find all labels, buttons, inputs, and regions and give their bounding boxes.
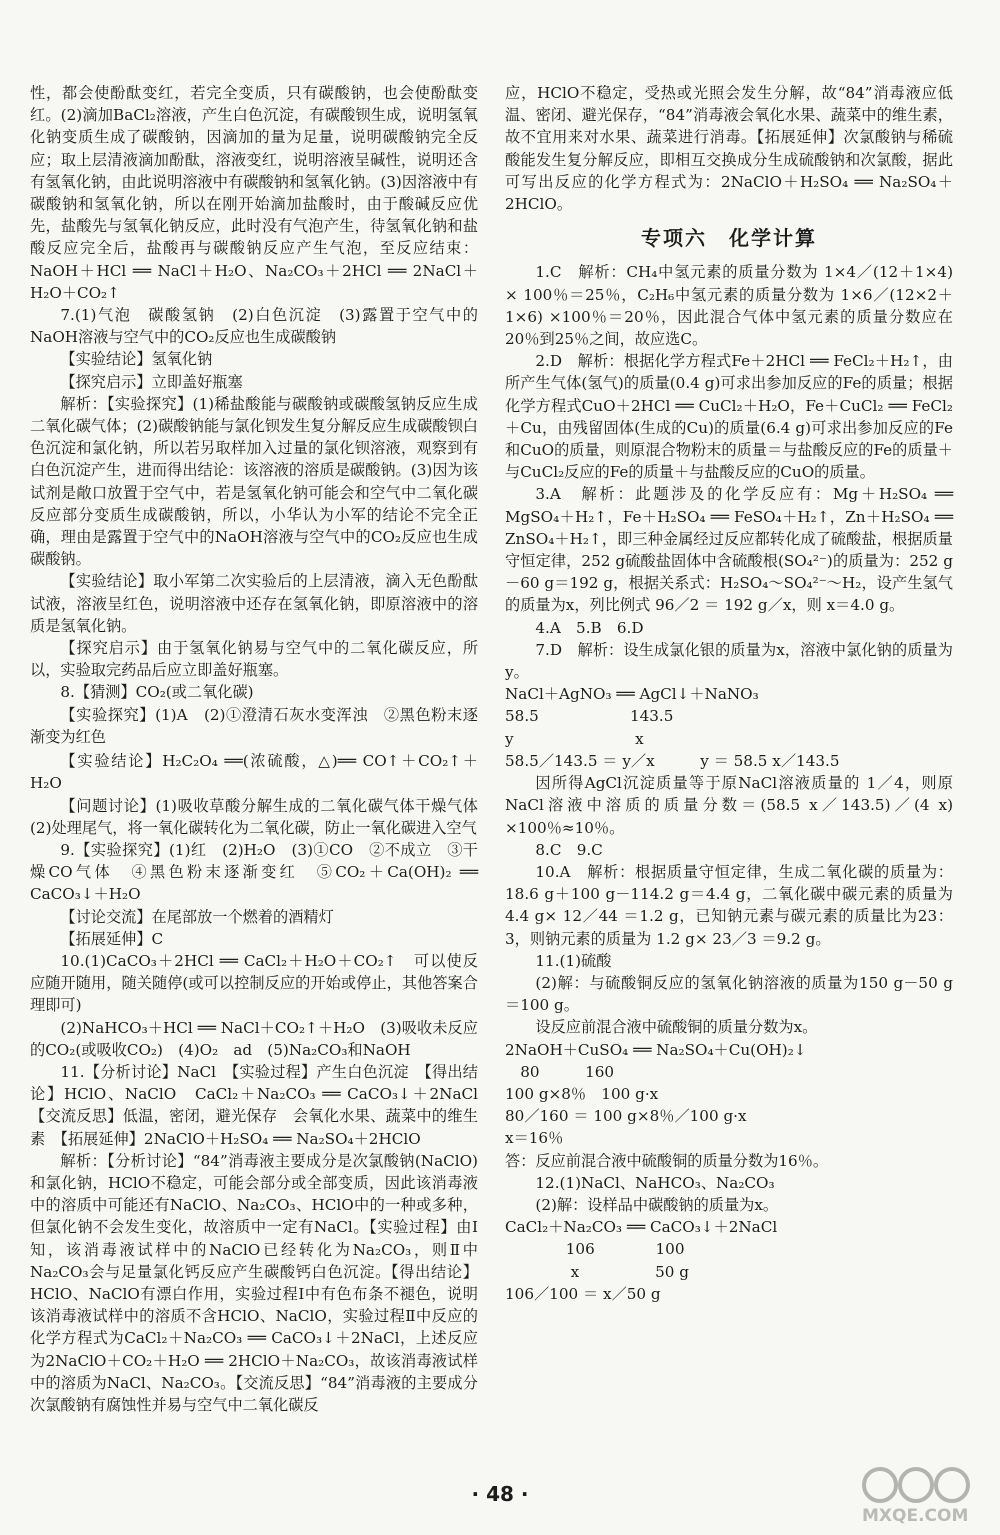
answer-paragraph: 2.D 解析：根据化学方程式Fe＋2HCl ══ FeCl₂＋H₂↑，由所产生气体(氢气)的质量(0.4 g)可求出参加反应的Fe的质量；根据化学方程式CuO＋2HCl ══ CuCl₂＋H₂O，Fe＋CuCl₂ ══ FeCl₂＋Cu，由残留固体(生成的Cu)的质量(6.4 g)可求出参加反应的Fe和CuO的质量，则原混合物粉末的质量＝与盐酸反应的Fe的质量＋与CuCl₂反应的Fe的质量＋与盐酸反应的CuO的质量。	[505, 352, 953, 482]
equation-line: 106 100	[505, 1240, 685, 1259]
equation-line: 2NaOH＋CuSO₄ ══ Na₂SO₄＋Cu(OH)₂↓	[505, 1040, 807, 1059]
left-column	[30, 82, 494, 1416]
answer-paragraph: 应，HClO不稳定，受热或光照会发生分解，故“84”消毒液应低温、密闭、避光保存，“84”消毒液会氧化水果、蔬菜中的维生素，故不宜用来对水果、蔬菜进行消毒。【拓展延伸】次氯酸钠与稀硫酸能发生复分解反应，即相互交换成分生成硫酸钠和次氯酸，据此可写出反应的化学方程式为：2NaClO＋H₂SO₄ ══ Na₂SO₄＋2HClO。	[505, 84, 953, 214]
answer-paragraph: 【探究启示】由于氢氧化钠易与空气中的二氧化碳反应，所以，实验取完药品后应立即盖好瓶塞。	[30, 639, 478, 680]
equation-line: 答：反应前混合液中硫酸铜的质量分数为16％。	[505, 1151, 829, 1170]
answer-paragraph: 【探究启示】立即盖好瓶塞	[60, 372, 243, 391]
answer-paragraph: 设反应前混合液中硫酸铜的质量分数为x。	[535, 1018, 818, 1037]
answer-paragraph: 解析：【实验探究】(1)稀盐酸能与碳酸钠或碳酸氢钠反应生成二氧化碳气体；(2)碳酸钠能与氯化钡发生复分解反应生成碳酸钡白色沉淀和氯化钠，所以若另取样加入过量的氯化钡溶液，观察到有白色沉淀产生，进而得出结论：该溶液的溶质是碳酸钠。(3)因为该试剂是敞口放置于空气中，若是氢氧化钠可能会和空气中二氧化碳反应部分变质生成碳酸钠，所以，小华认为小军的结论不完全正确，理由是露置于空气中的NaOH溶液与空气中的CO₂反应也生成碳酸钠。	[30, 394, 478, 569]
answer-paragraph: 8.【猜测】CO₂(或二氧化碳)	[60, 683, 254, 702]
answer-paragraph: 10.(1)CaCO₃＋2HCl ══ CaCl₂＋H₂O＋CO₂↑ 可以使反应随开随用，随关随停(或可以控制反应的开始或停止，其他答案合理即可)	[30, 951, 478, 1015]
page-number: · 48 ·	[471, 1482, 529, 1506]
answer-paragraph: 7.(1)气泡 碳酸氢钠 (2)白色沉淀 (3)露置于空气中的NaOH溶液与空气中的CO₂反应也生成碳酸钠	[30, 306, 478, 347]
answer-paragraph: 11.【分析讨论】NaCl 【实验过程】产生白色沉淀 【得出结论】HClO、NaClO CaCl₂＋Na₂CO₃ ══ CaCO₃↓＋2NaCl 【交流反思】低温，密闭，避光保存 会氧化水果、蔬菜中的维生素 【拓展延伸】2NaClO＋H₂SO₄ ══ Na₂SO₄＋2HClO	[30, 1062, 494, 1148]
answer-paragraph: 【实验结论】H₂C₂O₄ ══(浓硫酸，△)══ CO↑＋CO₂↑＋H₂O	[30, 752, 478, 793]
equation-line: CaCl₂＋Na₂CO₃ ══ CaCO₃↓＋2NaCl	[505, 1218, 778, 1237]
equation-line: 80／160 ＝ 100 g×8％／100 g·x	[505, 1107, 747, 1126]
equation-line: x 50 g	[505, 1262, 689, 1281]
answer-paragraph: 解析：【分析讨论】“84”消毒液主要成分是次氯酸钠(NaClO)和氯化钠，HClO不稳定，可能会部分或全部变质，因此该消毒液中的溶质中可能还有NaClO、Na₂CO₃、HClO中的一种或多种，但氯化钠不会发生变化，故溶质中一定有NaCl。【实验过程】由Ⅰ知，该消毒液试样中的NaClO已经转化为Na₂CO₃，则Ⅱ中Na₂CO₃会与足量氯化钙反应产生碳酸钙白色沉淀。【得出结论】HClO、NaClO有漂白作用，实验过程Ⅰ中有色布条不褪色，说明该消毒液试样中的溶质不含HClO、NaClO，实验过程Ⅱ中反应的化学方程式为CaCl₂＋Na₂CO₃ ══ CaCO₃↓＋2NaCl，上述反应为2NaClO＋CO₂＋H₂O ══ 2HClO＋Na₂CO₃，故该消毒液试样中的溶质为NaCl、Na₂CO₃。【交流反思】“84”消毒液的主要成分次氯酸钠有腐蚀性并易与空气中二氧化碳反	[30, 1151, 478, 1414]
answer-paragraph: (2)NaHCO₃＋HCl ══ NaCl＋CO₂↑＋H₂O (3)吸收未反应的CO₂(或吸收CO₂) (4)O₂ ad (5)Na₂CO₃和NaOH	[30, 1018, 478, 1059]
answer-paragraph: 11.(1)硫酸	[535, 951, 612, 970]
answer-paragraph: 1.C 解析：CH₄中氢元素的质量分数为 1×4／(12＋1×4) × 100％＝25％，C₂H₆中氢元素的质量分数为 1×6／(12×2＋1×6) ×100％＝20％，因此混合气体中氢元素的质量分数应在20％到25％之间，故应选C。	[505, 263, 953, 349]
equation-line: x＝16％	[505, 1129, 564, 1148]
watermark-logo	[858, 1463, 988, 1525]
answer-paragraph: 3.A 解析：此题涉及的化学反应有：Mg＋H₂SO₄ ══ MgSO₄＋H₂↑，Fe＋H₂SO₄ ══ FeSO₄＋H₂↑，Zn＋H₂SO₄ ══ ZnSO₄＋H₂↑，即三种金属经过反应都转化成了硫酸盐，根据质量守恒定律，252 g硫酸盐固体中含硫酸根(SO₄²⁻)的质量为：252 g－60 g＝192 g，根据关系式：H₂SO₄～SO₄²⁻～H₂，设产生氢气的质量为x，列比例式 96／2 ＝ 192 g／x，则 x＝4.0 g。	[505, 485, 953, 615]
answer-paragraph: 【实验结论】取小军第二次实验后的上层清液，滴入无色酚酞试液，溶液呈红色，说明溶液中还存在氢氧化钠，即原溶液中的溶质是氢氧化钠。	[30, 572, 478, 635]
answer-paragraph: 性，都会使酚酞变红，若完全变质，只有碳酸钠，也会使酚酞变红。(2)滴加BaCl₂溶液，产生白色沉淀，有碳酸钡生成，说明氢氧化钠变质生成了碳酸钠，因滴加的量为足量，说明碳酸钠完全反应；取上层清液滴加酚酞，溶液变红，说明溶液呈碱性，说明还含有氢氧化钠，由此说明溶液中有碳酸钠和氢氧化钠。(3)因溶液中有碳酸钠和氢氧化钠，所以在刚开始滴加盐酸时，由于酸碱反应优先，盐酸先与氢氧化钠反应，此时没有气泡产生，待氢氧化钠和盐酸反应完全后，盐酸再与碳酸钠反应产生气泡，至反应结束：NaOH＋HCl ══ NaCl＋H₂O、Na₂CO₃＋2HCl ══ 2NaCl＋H₂O＋CO₂↑	[30, 84, 478, 302]
answer-paragraph: 【拓展延伸】C	[60, 929, 164, 948]
svg-text:MXQE.COM: MXQE.COM	[862, 1506, 969, 1525]
answer-paragraph: 【问题讨论】(1)吸收草酸分解生成的二氧化碳气体干燥气体 (2)处理尾气，将一氧化碳转化为二氧化碳，防止一氧化碳进入空气	[30, 796, 494, 837]
answer-paragraph: 10.A 解析：根据质量守恒定律，生成二氧化碳的质量为：18.6 g＋100 g－114.2 g＝4.4 g，二氧化碳中碳元素的质量为 4.4 g× 12／44 ＝1.2 g，已知钠元素与碳元素的质量比为23：3，则钠元素的质量为 1.2 g× 23／3 ＝9.2 g。	[505, 862, 953, 948]
answer-paragraph: 【实验结论】氢氧化钠	[60, 350, 213, 369]
answer-paragraph: 8.C 9.C	[535, 840, 603, 859]
equation-line: y x	[505, 729, 644, 748]
answer-paragraph: 7.D 解析：设生成氯化银的质量为x，溶液中氯化钠的质量为y。	[505, 640, 953, 682]
equation-line: 58.5／143.5 ＝ y／x y ＝ 58.5 x／143.5	[505, 751, 840, 770]
answer-paragraph: 4.A 5.B 6.D	[535, 618, 644, 637]
answer-paragraph: 【讨论交流】在尾部放一个燃着的酒精灯	[60, 907, 334, 926]
answer-paragraph: 9.【实验探究】(1)红 (2)H₂O (3)①CO ②不成立 ③干燥CO气体 ④黑色粉末逐渐变红 ⑤CO₂＋Ca(OH)₂ ══ CaCO₃↓＋H₂O	[30, 840, 478, 904]
right-column	[505, 82, 953, 1305]
answer-paragraph: (2)解：与硫酸铜反应的氢氧化钠溶液的质量为150 g－50 g＝100 g。	[505, 973, 953, 1015]
equation-line: 106／100 ＝ x／50 g	[505, 1284, 661, 1303]
answer-paragraph: (2)解：设样品中碳酸钠的质量为x。	[535, 1195, 779, 1214]
section-heading: 专项六 化学计算	[641, 226, 817, 251]
equation-line: NaCl＋AgNO₃ ══ AgCl↓＋NaNO₃	[505, 685, 759, 704]
answer-paragraph: 12.(1)NaCl、NaHCO₃、Na₂CO₃	[535, 1173, 775, 1192]
equation-line: 100 g×8％ 100 g·x	[505, 1084, 659, 1103]
equation-line: 80 160	[505, 1062, 615, 1081]
answer-paragraph: 因所得AgCl沉淀质量等于原NaCl溶液质量的 1／4，则原NaCl溶液中溶质的质量分数＝(58.5 x／143.5)／(4 x) ×100％≈10％。	[505, 774, 953, 837]
equation-line: 58.5 143.5	[505, 707, 674, 726]
answer-paragraph: 【实验探究】(1)A (2)①澄清石灰水变浑浊 ②黑色粉末逐渐变为红色	[30, 705, 478, 746]
